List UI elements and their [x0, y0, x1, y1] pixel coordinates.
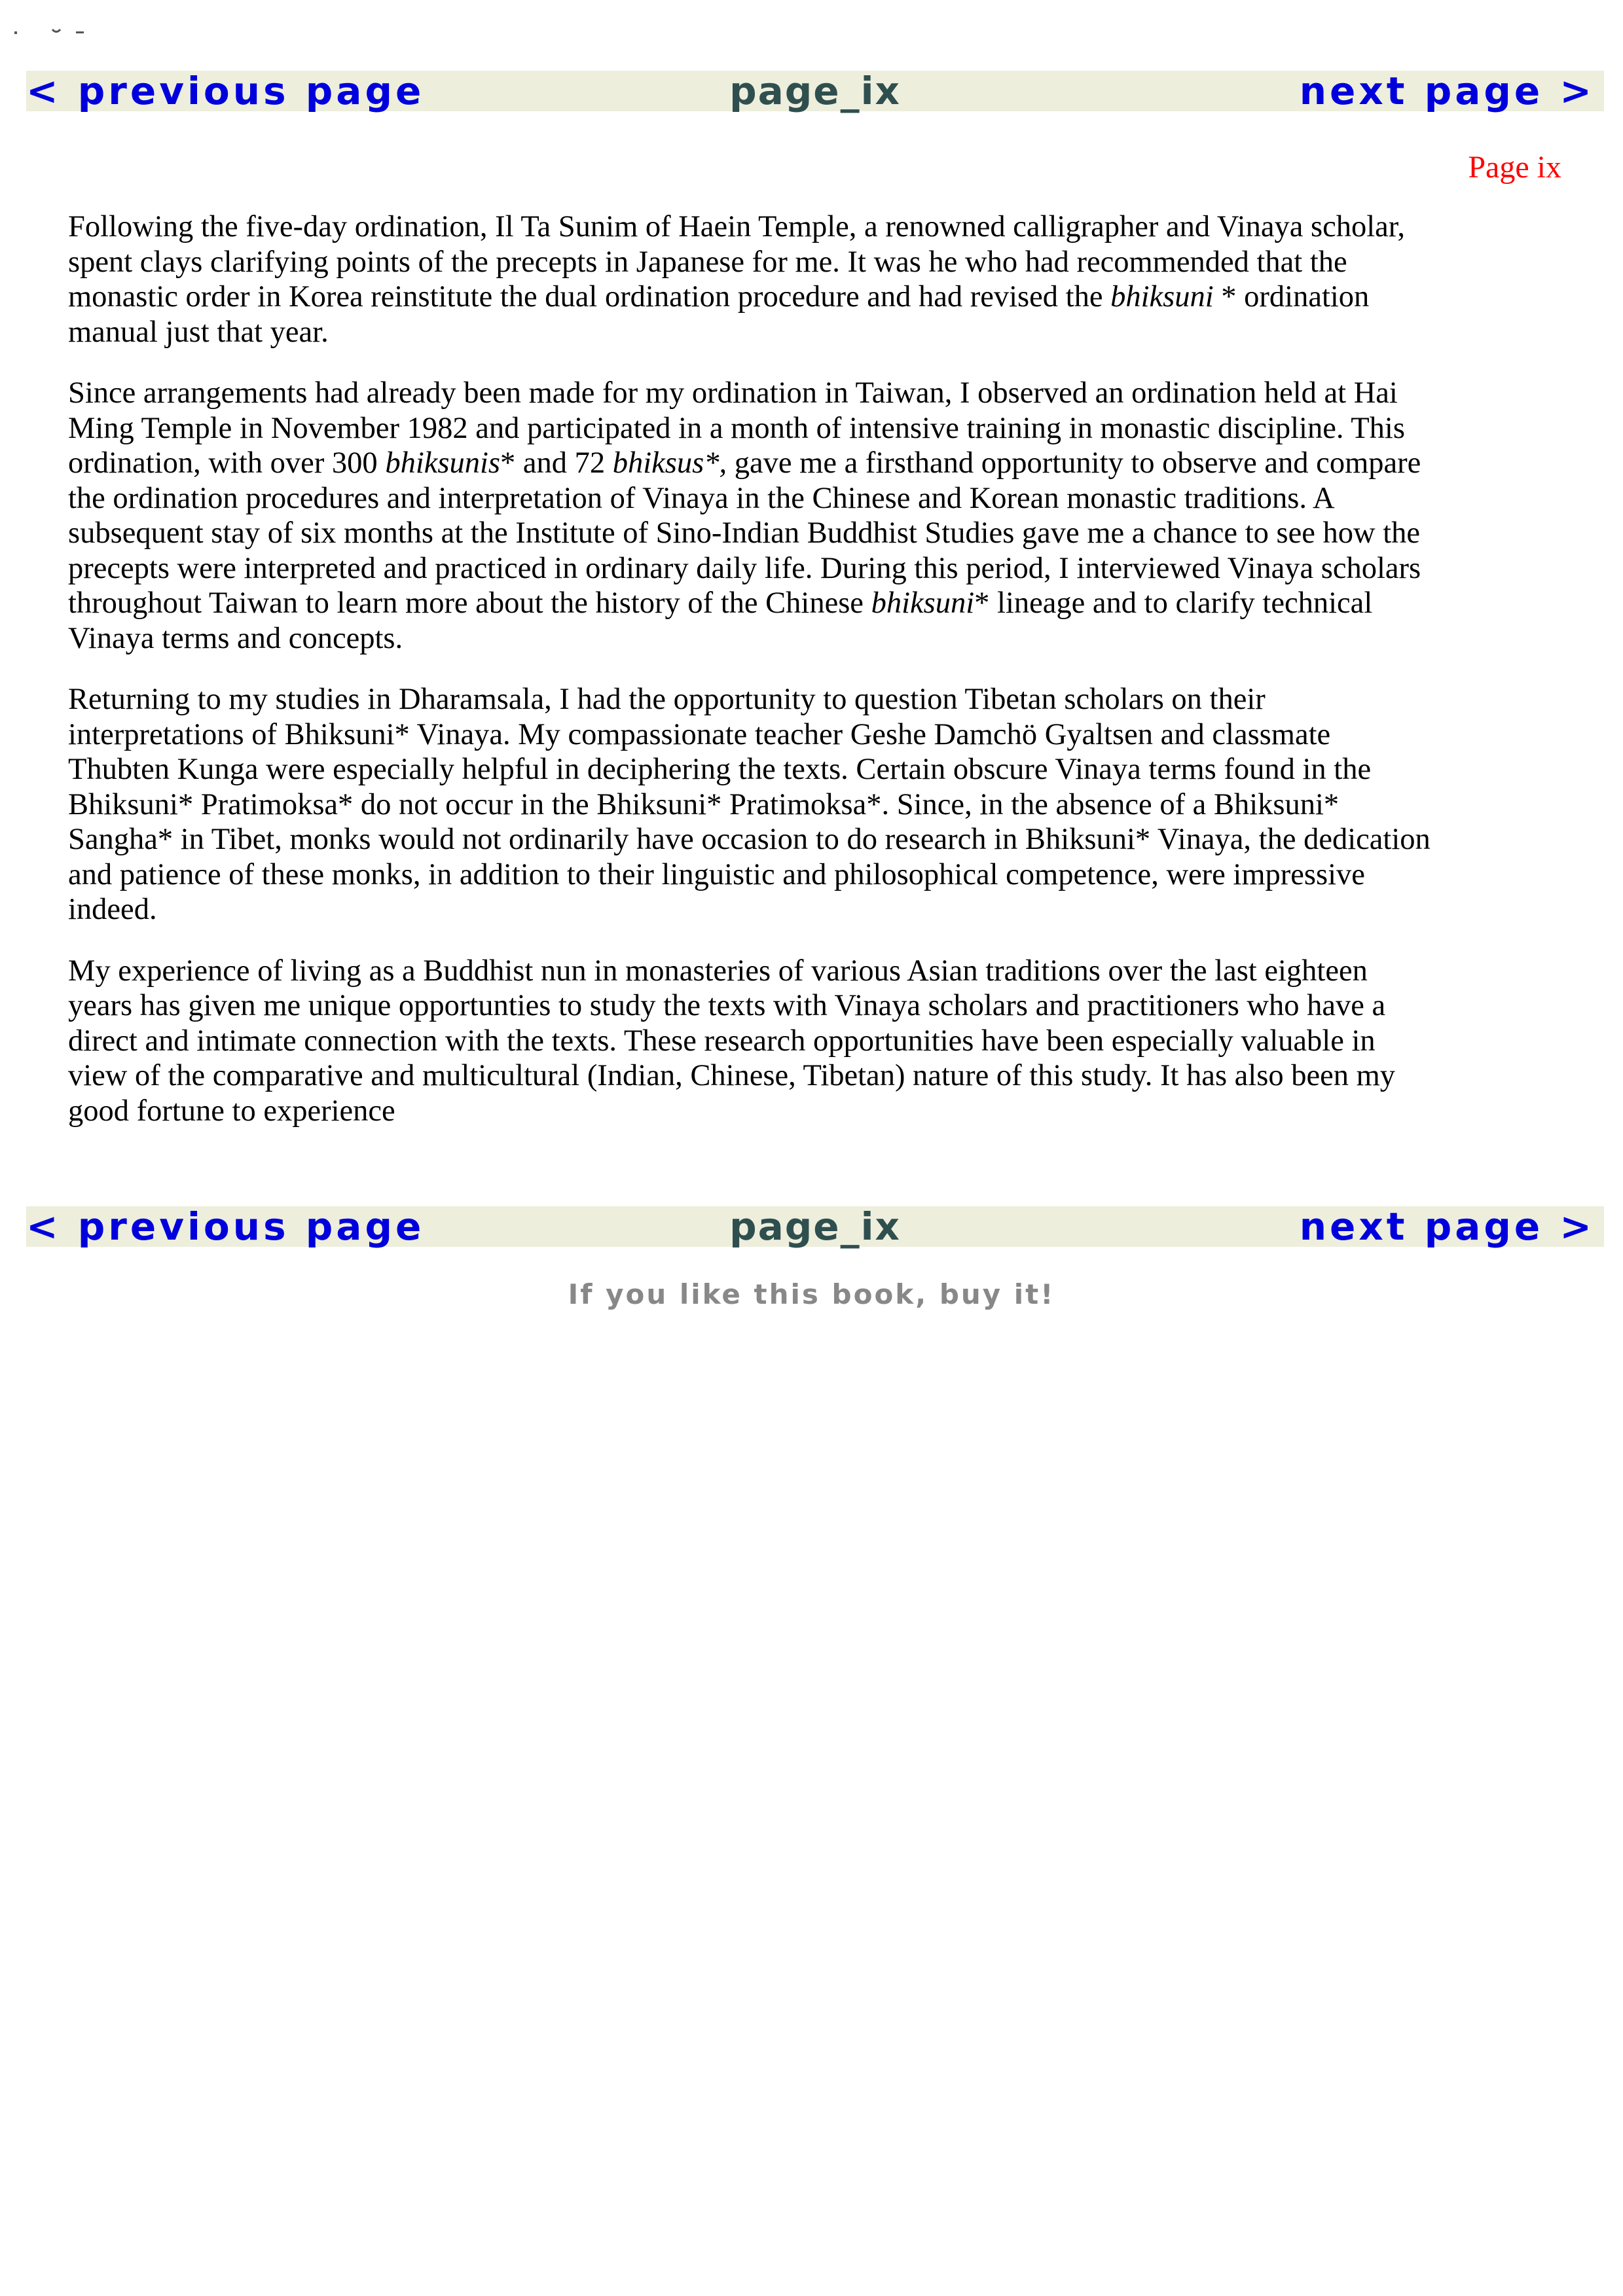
- text-line: ordination, with over 300 bhiksunis* and 72 bhiksus*, gave me a firsthand opportunity to observe and compare: [68, 446, 1421, 480]
- paragraph: [68, 209, 1567, 350]
- top-navigation-bar: [26, 71, 1604, 111]
- page-id-label: page_ix: [729, 69, 901, 113]
- text-line: interpretations of Bhiksuni* Vinaya. My compassionate teacher Geshe Damchö Gyaltsen and classmate: [68, 717, 1331, 751]
- text-line: indeed.: [68, 893, 157, 926]
- text-line: years has given me unique opportunties to study the texts with Vinaya scholars and practitioners who have a: [68, 989, 1386, 1022]
- text-line: view of the comparative and multicultural (Indian, Chinese, Tibetan) nature of this study. It has also been my: [68, 1059, 1396, 1092]
- text-line: Bhiksuni* Pratimoksa* do not occur in the Bhiksuni* Pratimoksa*. Since, in the absence of a Bhiksuni*: [68, 787, 1340, 821]
- text-line: subsequent stay of six months at the Institute of Sino-Indian Buddhist Studies gave me a chance to see how the: [68, 516, 1421, 550]
- text-line: Since arrangements had already been made for my ordination in Taiwan, I observed an ordination held at Hai: [68, 376, 1398, 410]
- text-line: Vinaya terms and concepts.: [68, 621, 403, 655]
- text-line: precepts were interpreted and practiced in ordinary daily life. During this period, I interviewed Vinaya scholars: [68, 551, 1421, 585]
- text-line: Following the five-day ordination, Il Ta Sunim of Haein Temple, a renowned calligrapher and Vinaya scholar,: [68, 210, 1406, 243]
- text-line: Thubten Kunga were especially helpful in deciphering the texts. Certain obscure Vinaya terms found in the: [68, 753, 1372, 786]
- book-text: [68, 209, 1567, 1155]
- text-line: manual just that year.: [68, 315, 329, 349]
- text-line: Returning to my studies in Dharamsala, I had the opportunity to question Tibetan scholars on their: [68, 683, 1266, 716]
- paragraph: [68, 954, 1567, 1129]
- bottom-navigation-bar: [26, 1206, 1604, 1247]
- text-line: spent clays clarifying points of the precepts in Japanese for me. It was he who had recommended that the: [68, 245, 1347, 279]
- text-line: throughout Taiwan to learn more about the history of the Chinese bhiksuni* lineage and to clarify technical: [68, 586, 1373, 620]
- previous-page-link[interactable]: < previous page: [26, 1204, 425, 1249]
- text-line: Ming Temple in November 1982 and participated in a month of intensive training in monastic discipline. This: [68, 411, 1405, 445]
- text-line: and patience of these monks, in addition to their linguistic and philosophical competence, were impressive: [68, 857, 1365, 891]
- paragraph: [68, 376, 1567, 656]
- corner-marks: [12, 18, 84, 38]
- paragraph: [68, 682, 1567, 927]
- text-line: direct and intimate connection with the texts. These research opportunities have been especially valuable in: [68, 1024, 1376, 1058]
- text-line: Sangha* in Tibet, monks would not ordinarily have occasion to do research in Bhiksuni* Vinaya, the dedication: [68, 823, 1431, 856]
- page-id-label: page_ix: [729, 1204, 901, 1249]
- text-line: good fortune to experience: [68, 1094, 395, 1128]
- previous-page-link[interactable]: < previous page: [26, 69, 425, 113]
- text-line: monastic order in Korea reinstitute the dual ordination procedure and had revised the bhiksuni * ordination: [68, 280, 1370, 314]
- next-page-link[interactable]: next page >: [1299, 1204, 1595, 1249]
- text-line: My experience of living as a Buddhist nun in monasteries of various Asian traditions over the last eighteen: [68, 954, 1368, 988]
- buy-book-notice: If you like this book, buy it!: [568, 1278, 1055, 1310]
- next-page-link[interactable]: next page >: [1299, 69, 1595, 113]
- text-line: the ordination procedures and interpretation of Vinaya in the Chinese and Korean monastic traditions. A: [68, 481, 1335, 515]
- page-number-label: Page ix: [1468, 150, 1561, 185]
